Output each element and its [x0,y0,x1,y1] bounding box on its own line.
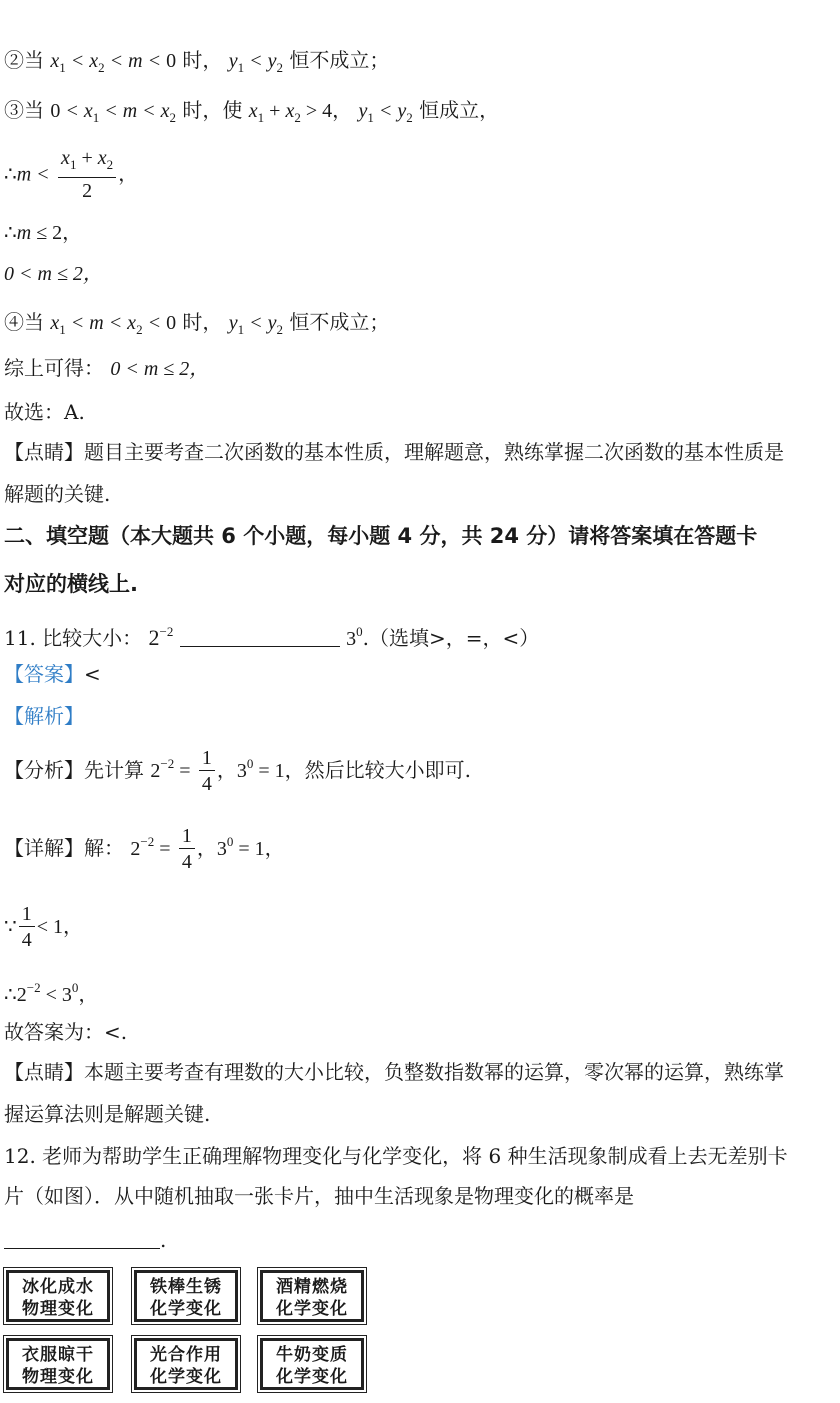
case-2-condition: $x_1 < x_2 < m < 0$ [50,50,177,75]
q12-blank-line: . [4,1226,166,1254]
case-4-inequality: $y_1 < y_2$ [228,312,284,337]
fraction-one-quarter: $\frac{1}{4}$ [199,746,215,797]
card-milk-spoiling: 牛奶变质 化学变化 [260,1338,364,1390]
q12-answer-blank[interactable] [4,1228,160,1249]
answer-value: < [84,662,101,686]
therefore-compare-line: $\therefore 2^{-2} < 3^0$， [4,980,99,1006]
comment-line-2: 解题的关键. [4,482,111,506]
card-clothes-drying: 衣服晾干 物理变化 [6,1338,110,1390]
case-2-inequality: $y_1 < y_2$ [228,50,284,75]
q12-stem-2: 片（如图）．从中随机抽取一张卡片，抽中生活现象是物理变化的概率是 [4,1184,634,1208]
card-iron-rusting: 铁棒生锈 化学变化 [134,1270,238,1322]
q11-final-answer: 故答案为：<. [4,1020,128,1044]
card-alcohol-burning: 酒精燃烧 化学变化 [260,1270,364,1322]
q11-comment-line-1: 【点睛】本题主要考查有理数的大小比较，负整数指数幂的运算，零次幂的运算，熟练掌 [4,1060,784,1084]
phenomenon-cards [6,1266,376,1396]
fraction-one-quarter-2: $\frac{1}{4}$ [179,824,195,875]
range-m-line: 0 < m ≤ 2， [4,263,103,285]
q11-stem: 11. 比较大小： $2^{-2}$ $3^0$.（选填>，=，<） [4,624,540,650]
case-4-line: ④当 $x_1 < m < x_2 < 0$ 时， $y_1 < y_2$ 恒不成立； [4,310,390,337]
comment-line-1: 【点睛】题目主要考查二次函数的基本性质，理解题意，熟练掌握二次函数的基本性质是 [4,440,784,464]
therefore-fraction-line: ∴m < $\frac{x_1 + x_2}{2}$ ， [4,147,139,202]
therefore-m-le-2: ∴m ≤ 2， [4,220,83,244]
q11-detail-line: 【详解】解： $2^{-2}$ = $\frac{1}{4}$ ，$3^0 = 1$， [4,825,285,873]
case-4-condition: $x_1 < m < x_2 < 0$ [50,312,177,337]
case-3-condition: $0 < x_1 < m < x_2$ [50,100,177,125]
case-2-prefix: ②当 [4,48,44,72]
because-line: ∵ $\frac{1}{4}$ < 1， [4,903,84,951]
case-3-inequality: $y_1 < y_2$ [358,100,413,125]
q11-answer-blank[interactable] [180,626,340,647]
card-photosynthesis: 光合作用 化学变化 [134,1338,238,1390]
fraction-x1-x2-over-2: $\frac{x_1 + x_2}{2}$ [58,146,116,204]
summary-line: 综上可得： 0 < m ≤ 2， [4,356,210,380]
section-heading-2: 对应的横线上. [4,572,138,596]
case-3-line: ③当 $0 < x_1 < m < x_2$ 时，使 $x_1 + x_2 > 4$， $y_1 < y_2$ 恒成立， [4,98,500,125]
q11-fenxi-line: 【分析】先计算 $2^{-2}$ = $\frac{1}{4}$ ，$3^0 = 1$，然后比较大小即可. [4,747,471,795]
q11-comment-line-2: 握运算法则是解题关键. [4,1102,211,1126]
q11-power-2: $2^{-2}$ [148,624,174,650]
case-3-sum: $x_1 + x_2 > 4$， [248,100,353,125]
q12-stem-1: 12. 老师为帮助学生正确理解物理变化与化学变化，将 6 种生活现象制成看上去无差别卡 [4,1144,788,1168]
case-2-line: ②当 $x_1 < x_2 < m < 0$ 时， $y_1 < y_2$ 恒不成立； [4,48,390,75]
analysis-label: 【解析】 [4,704,84,728]
q11-power-3: $3^0$ [346,624,363,650]
fraction-one-quarter-3: $\frac{1}{4}$ [19,902,35,953]
q11-comment-label: 【点睛】 [4,1060,84,1084]
detail-label: 【详解】 [4,836,84,860]
answer-label: 【答案】 [4,662,84,686]
case-4-prefix: ④当 [4,310,44,334]
comment-label: 【点睛】 [4,440,84,464]
choice-line: 故选：A. [4,400,85,424]
case-3-prefix: ③当 [4,98,44,122]
fenxi-label: 【分析】 [4,758,84,782]
card-ice-melting: 冰化成水 物理变化 [6,1270,110,1322]
q11-answer-line [4,660,101,688]
section-heading-1: 二、填空题（本大题共 6 个小题，每小题 4 分，共 24 分）请将答案填在答题卡 [4,524,758,548]
